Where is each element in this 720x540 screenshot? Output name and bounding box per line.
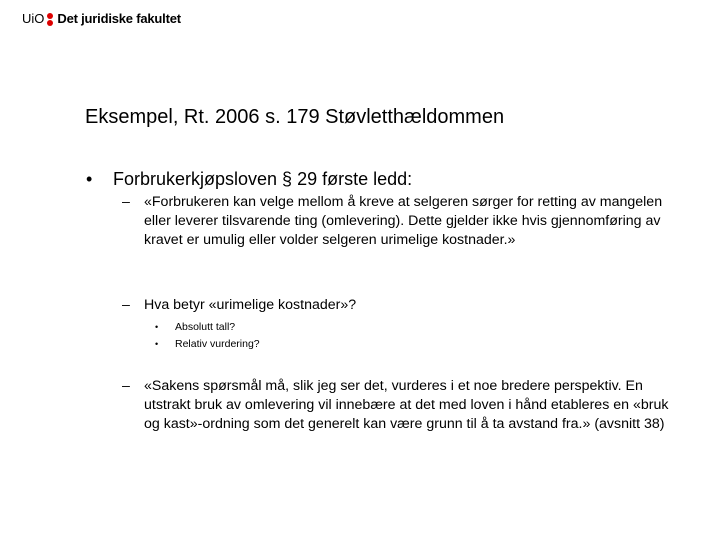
dash-icon: – [122,378,130,394]
logo-faculty-text: Det juridiske fakultet [57,11,181,26]
bullet-text: Forbrukerkjøpsloven § 29 første ledd: [113,169,413,189]
bullet-icon: • [155,322,159,332]
bullet-icon: • [86,169,93,189]
sub-item-text: Hva betyr «urimelige kostnader»? [144,297,357,313]
list-item-text: Absolutt tall? [175,321,236,333]
list-item-text: Relativ vurdering? [175,338,260,350]
dash-icon: – [122,297,130,313]
faculty-logo [22,11,181,27]
dash-icon: – [122,194,130,210]
logo-uio-text: UiO [22,11,45,26]
bullet-icon: • [155,339,159,349]
sub-item-text: «Forbrukeren kan velge mellom å kreve at selgeren sørger for retting av mangelen eller leverer tilsvarende ting (omlevering). Dette gjelder ikke hvis gjennomføring av kravet er umulig eller volder selgeren urimelige kostnader.» [144,194,663,248]
slide-title: Eksempel, Rt. 2006 s. 179 Støvletthældommen [85,106,505,128]
logo-colon-icon [46,12,54,26]
sub-item-text: «Sakens spørsmål må, slik jeg ser det, vurderes i et noe bredere perspektiv. En utstrakt bruk av omlevering vil innebære at det med loven i hånd etableres en «bruk og kast»-ordning som det generelt kan være grunn til å ta avstand fra.» (avsnitt 38) [144,378,669,432]
